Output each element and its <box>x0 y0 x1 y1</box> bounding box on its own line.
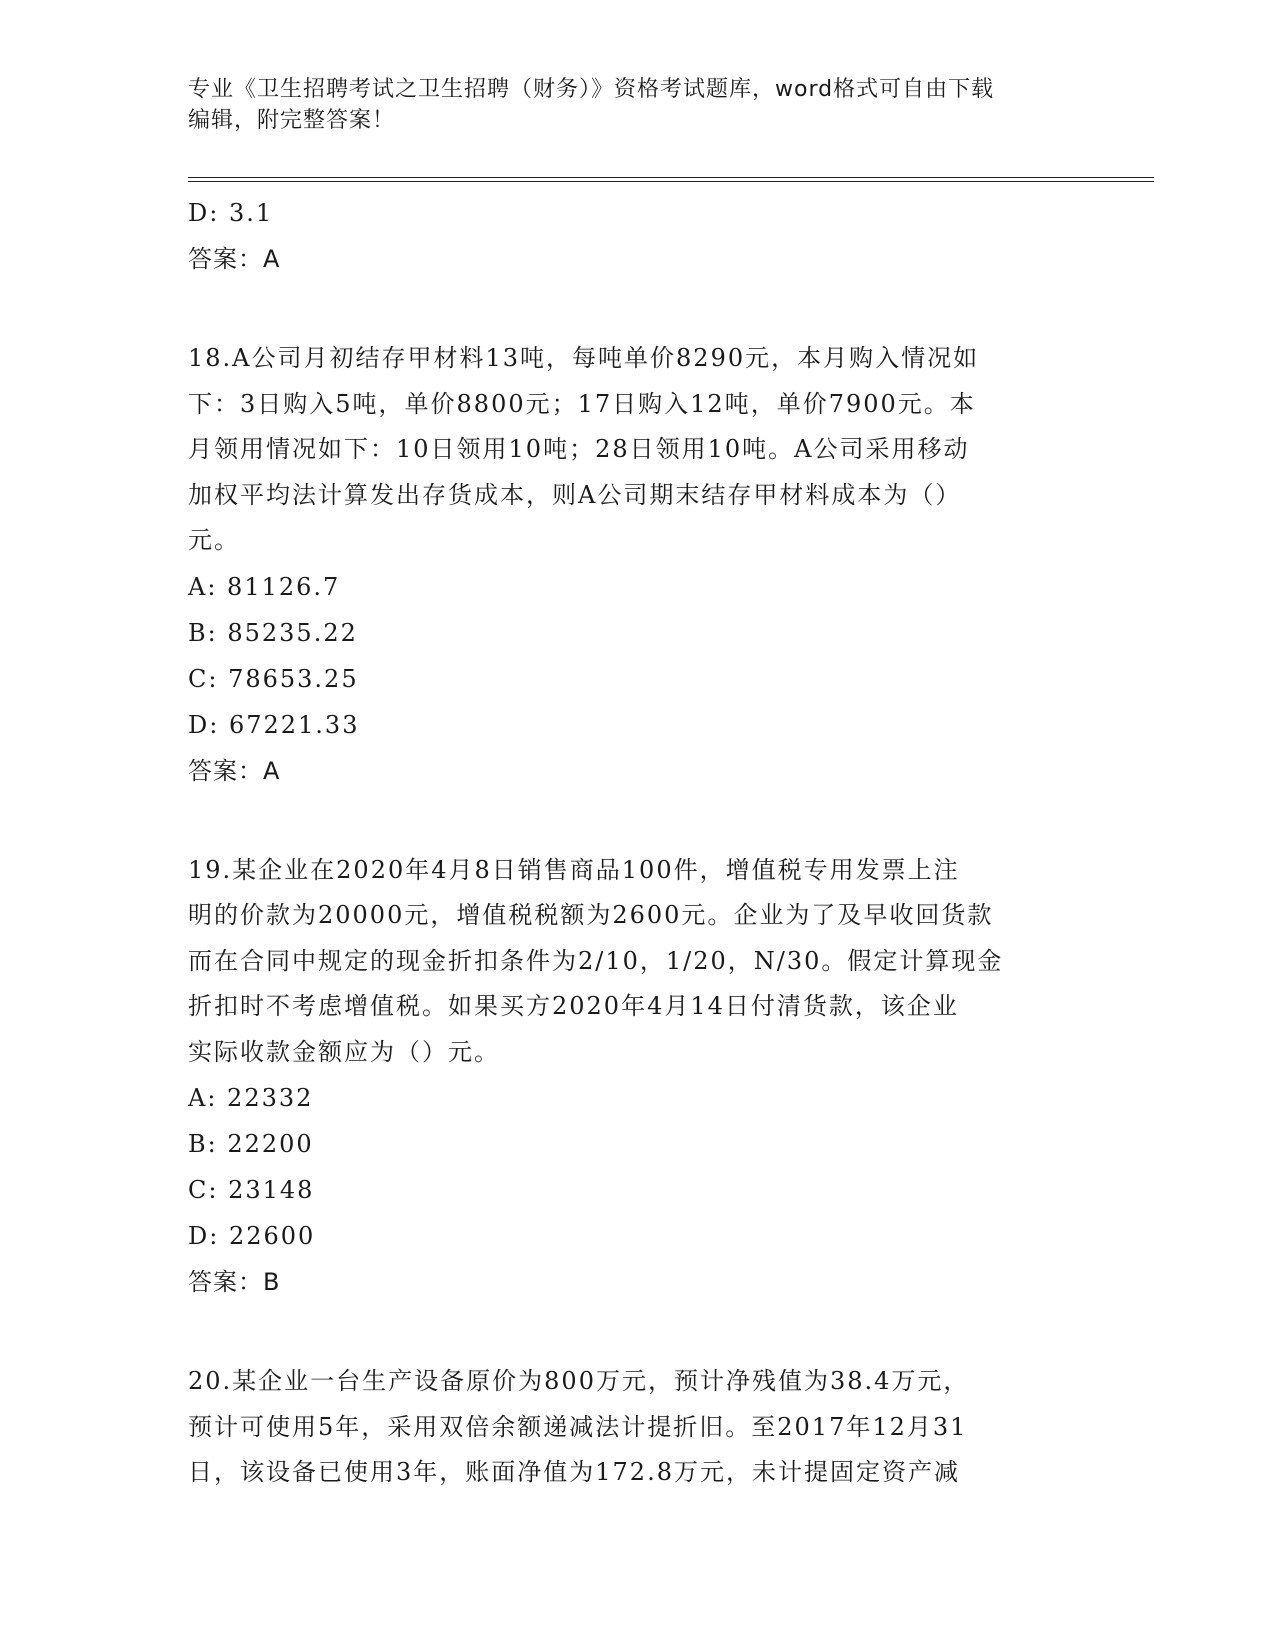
option-c: C: 78653.25 <box>188 664 359 693</box>
spacer <box>188 282 1088 336</box>
option-a: A: 81126.7 <box>188 572 341 601</box>
question-text-line: 元。 <box>188 526 240 554</box>
option-b: B: 22200 <box>188 1130 314 1158</box>
question-text-line: 加权平均法计算发出存货成本，则A公司期末结存甲材料成本为（） <box>188 480 962 509</box>
question-19 <box>188 848 1088 1306</box>
answer-line: 答案：A <box>188 245 281 273</box>
question-text-line: 下：3日购入5吨，单价8800元；17日购入12吨，单价7900元。本 <box>188 389 976 418</box>
question-18 <box>188 336 1088 794</box>
spacer <box>188 1305 1088 1359</box>
header-rule-top <box>188 177 1154 178</box>
option-b: B: 85235.22 <box>188 618 358 647</box>
question-text-line: 18.A公司月初结存甲材料13吨，每吨单价8290元，本月购入情况如 <box>188 344 980 372</box>
header-line-1: 专业《卫生招聘考试之卫生招聘（财务）》资格考试题库，word格式可自由下载 <box>188 77 995 102</box>
option-d: D: 67221.33 <box>188 710 360 739</box>
question-text-line: 折扣时不考虑增值税。如果买方2020年4月14日付清货款，该企业 <box>188 992 959 1020</box>
option-d: D: 22600 <box>188 1222 316 1250</box>
header-rule-bottom <box>188 181 1154 182</box>
option-c: C: 23148 <box>188 1176 315 1204</box>
spacer <box>188 794 1088 848</box>
question-text-line: 而在合同中规定的现金折扣条件为2/10，1/20，N/30。假定计算现金 <box>188 946 1004 975</box>
document-header <box>188 74 1088 136</box>
question-text-line: 实际收款金额应为（）元。 <box>188 1037 500 1066</box>
question-text-line: 预计可使用5年，采用双倍余额递减法计提折旧。至2017年12月31 <box>188 1412 968 1441</box>
question-text-line: 20.某企业一台生产设备原价为800万元，预计净残值为38.4万元， <box>188 1367 970 1395</box>
answer-line: 答案：A <box>188 756 281 785</box>
header-line-2: 编辑，附完整答案！ <box>188 108 396 133</box>
answer-line: 答案：B <box>188 1268 281 1296</box>
option-a: A: 22332 <box>188 1084 314 1112</box>
question-text-line: 月领用情况如下：10日领用10吨；28日领用10吨。A公司采用移动 <box>188 435 970 463</box>
question-20 <box>188 1359 1088 1496</box>
question-text-line: 日，该设备已使用3年，账面净值为172.8万元，未计提固定资产减 <box>188 1458 960 1486</box>
option-d: D: 3.1 <box>188 199 274 227</box>
question-text-line: 明的价款为20000元，增值税税额为2600元。企业为了及早收回货款 <box>188 901 994 929</box>
question-content <box>188 190 1088 1496</box>
question-text-line: 19.某企业在2020年4月8日销售商品100件，增值税专用发票上注 <box>188 855 960 884</box>
